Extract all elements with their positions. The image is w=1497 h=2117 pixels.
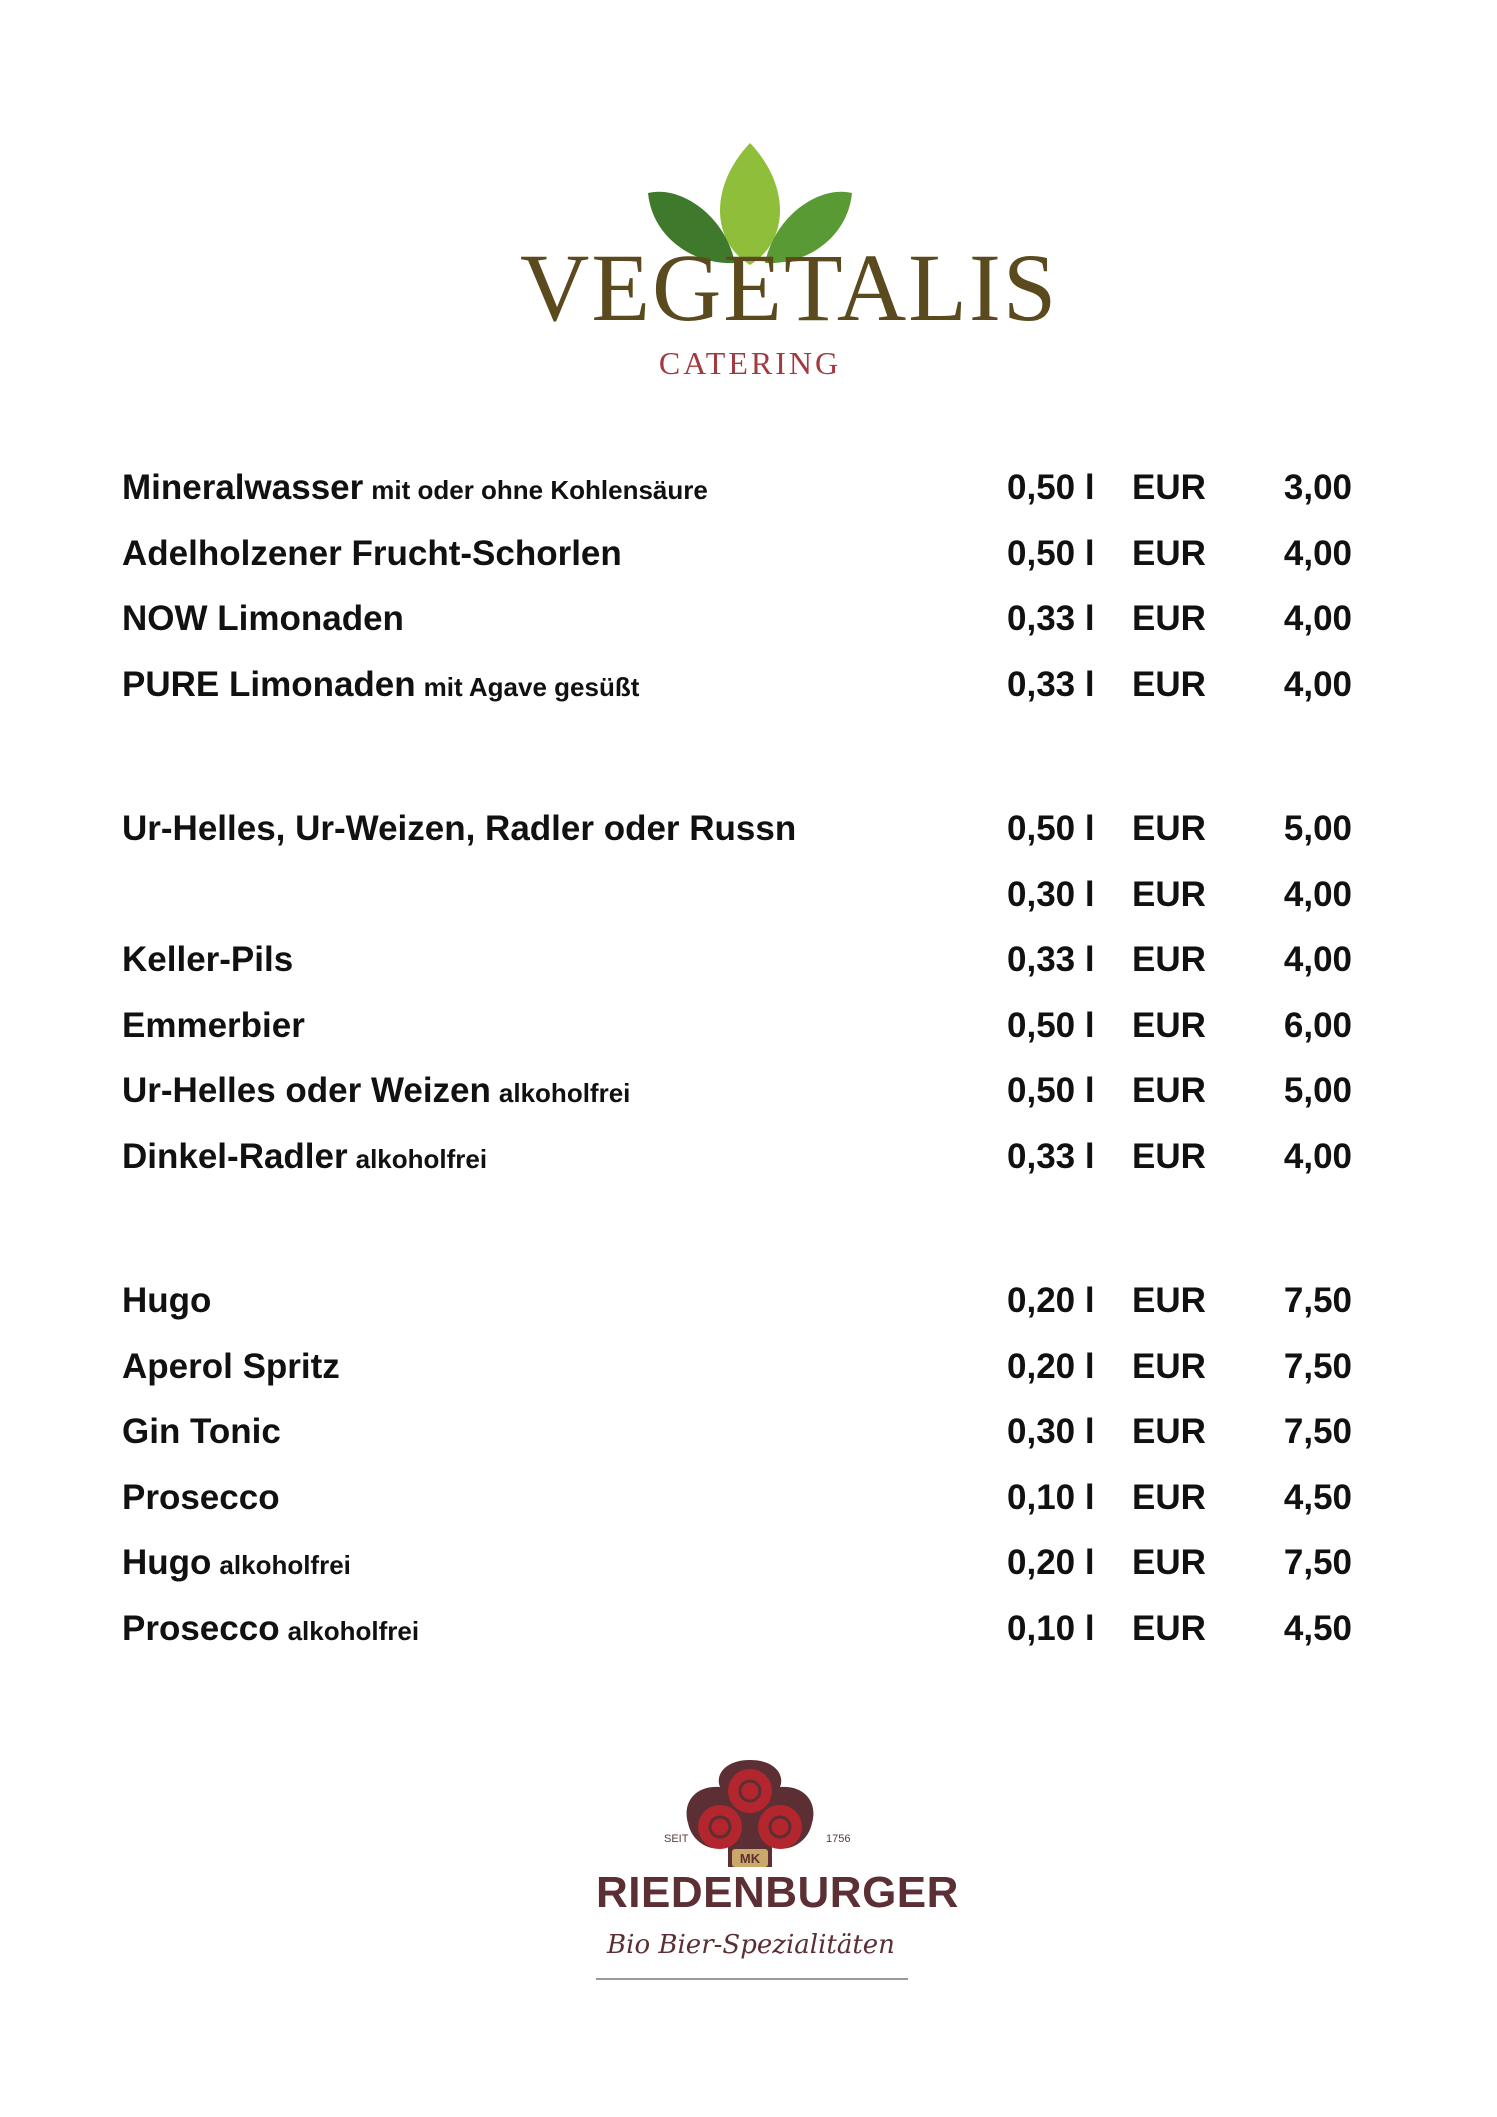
since-label: SEIT (664, 1833, 689, 1845)
item-currency: EUR (1132, 1477, 1206, 1517)
item-name: Ur-Helles oder Weizen (122, 1071, 491, 1110)
item-name-cell (122, 1478, 280, 1518)
menu-item-row (122, 1478, 1352, 1544)
item-price: 6,00 (1283, 1005, 1352, 1045)
section-gap (122, 730, 1352, 809)
item-volume: 0,33 l (1007, 664, 1095, 704)
item-name-cell (122, 468, 708, 508)
item-price: 3,00 (1283, 468, 1352, 507)
item-currency: EUR (1132, 1346, 1206, 1386)
item-name: Prosecco (122, 1477, 280, 1517)
item-volume: 0,33 l (1007, 599, 1095, 638)
item-price: 4,00 (1283, 874, 1352, 914)
item-name-cell (122, 1543, 351, 1583)
item-name-cell (122, 940, 293, 980)
item-note: mit Agave gesüßt (423, 671, 640, 702)
item-currency: EUR (1132, 874, 1206, 914)
item-name: Emmerbier (122, 1005, 305, 1045)
item-name: Prosecco (122, 1608, 280, 1648)
tagline-underline (596, 1978, 908, 1980)
menu-item-row (122, 1609, 1352, 1675)
item-name: Gin Tonic (122, 1412, 281, 1451)
item-currency: EUR (1132, 1281, 1206, 1320)
riedenburger-brand: RIEDENBURGER (596, 1868, 959, 1917)
item-name: Dinkel-Radler (122, 1136, 348, 1176)
since-year: 1756 (826, 1833, 851, 1845)
item-volume: 0,50 l (1007, 809, 1095, 848)
item-price: 4,00 (1283, 664, 1352, 704)
item-currency: EUR (1132, 1543, 1206, 1582)
item-price: 4,00 (1283, 940, 1352, 979)
item-volume: 0,30 l (1007, 874, 1095, 914)
item-volume: 0,50 l (1007, 1005, 1095, 1045)
menu-item-row (122, 875, 1352, 941)
item-note: alkoholfrei (498, 1078, 631, 1108)
menu-item-row (122, 940, 1352, 1006)
item-volume: 0,20 l (1007, 1346, 1095, 1386)
item-name: Adelholzener Frucht-Schorlen (122, 533, 622, 573)
menu-item-row (122, 1006, 1352, 1072)
item-note: alkoholfrei (355, 1143, 488, 1174)
item-currency: EUR (1132, 1005, 1206, 1045)
brand-subtitle: CATERING (658, 345, 842, 381)
item-price: 4,00 (1283, 1136, 1352, 1176)
item-name: Hugo (122, 1281, 212, 1320)
menu-item-row (122, 1412, 1352, 1478)
item-name: NOW Limonaden (122, 599, 404, 638)
item-price: 4,00 (1283, 599, 1352, 638)
menu-item-row (122, 1071, 1352, 1137)
item-currency: EUR (1132, 1071, 1206, 1110)
item-note: alkoholfrei (219, 1550, 351, 1580)
item-price: 4,50 (1283, 1608, 1352, 1648)
item-volume: 0,50 l (1007, 1071, 1095, 1110)
drinks-menu (122, 468, 1352, 1674)
item-currency: EUR (1132, 599, 1206, 638)
item-name-cell (122, 1281, 211, 1321)
menu-item-row (122, 1543, 1352, 1609)
section-gap (122, 1202, 1352, 1281)
item-price: 4,00 (1283, 533, 1352, 573)
item-name: Keller-Pils (122, 940, 294, 979)
menu-item-row (122, 1347, 1352, 1413)
riedenburger-tagline: Bio Bier-Spezialitäten (607, 1930, 895, 1960)
item-price: 7,50 (1283, 1281, 1352, 1320)
item-currency: EUR (1132, 533, 1206, 573)
item-volume: 0,50 l (1007, 533, 1095, 573)
menu-item-row (122, 534, 1352, 600)
item-name: Mineralwasser (122, 468, 364, 507)
menu-item-row (122, 599, 1352, 665)
item-price: 5,00 (1283, 1071, 1352, 1110)
item-volume: 0,20 l (1007, 1543, 1095, 1582)
item-volume: 0,10 l (1007, 1608, 1095, 1648)
item-note: alkoholfrei (287, 1615, 420, 1646)
item-name-cell (122, 1347, 340, 1387)
item-currency: EUR (1132, 809, 1206, 848)
item-name-cell (122, 534, 622, 574)
item-name-cell (122, 809, 796, 849)
item-volume: 0,33 l (1007, 940, 1095, 979)
item-name: Hugo (122, 1543, 212, 1582)
item-price: 7,50 (1283, 1346, 1352, 1386)
item-name-cell (122, 1071, 630, 1111)
item-note: mit oder ohne Kohlensäure (371, 475, 708, 505)
item-name: Aperol Spritz (122, 1346, 340, 1386)
item-name-cell (122, 1412, 281, 1452)
item-volume: 0,33 l (1007, 1136, 1095, 1176)
monogram: MK (739, 1851, 761, 1866)
roses-seal-icon (680, 1755, 820, 1880)
item-currency: EUR (1132, 1412, 1206, 1451)
item-name-cell (122, 1137, 487, 1177)
item-currency: EUR (1132, 940, 1206, 979)
item-currency: EUR (1132, 1608, 1206, 1648)
item-volume: 0,10 l (1007, 1477, 1095, 1517)
menu-item-row (122, 1281, 1352, 1347)
item-price: 4,50 (1283, 1477, 1352, 1517)
item-price: 7,50 (1283, 1412, 1352, 1451)
menu-item-row (122, 468, 1352, 534)
item-currency: EUR (1132, 468, 1206, 507)
menu-item-row (122, 665, 1352, 731)
brand-name: VEGETALIS (520, 234, 1059, 341)
item-price: 7,50 (1283, 1543, 1352, 1582)
item-volume: 0,20 l (1007, 1281, 1095, 1320)
item-name-cell (122, 1609, 419, 1649)
item-name-cell (122, 1006, 305, 1046)
menu-item-row (122, 809, 1352, 875)
item-name: Ur-Helles, Ur-Weizen, Radler oder Russn (122, 809, 797, 848)
item-name: PURE Limonaden (122, 664, 416, 704)
item-name-cell (122, 665, 639, 705)
item-currency: EUR (1132, 1136, 1206, 1176)
menu-item-row (122, 1137, 1352, 1203)
item-price: 5,00 (1283, 809, 1352, 848)
item-volume: 0,50 l (1007, 468, 1095, 507)
item-currency: EUR (1132, 664, 1206, 704)
item-volume: 0,30 l (1007, 1412, 1095, 1451)
item-name-cell (122, 599, 404, 639)
